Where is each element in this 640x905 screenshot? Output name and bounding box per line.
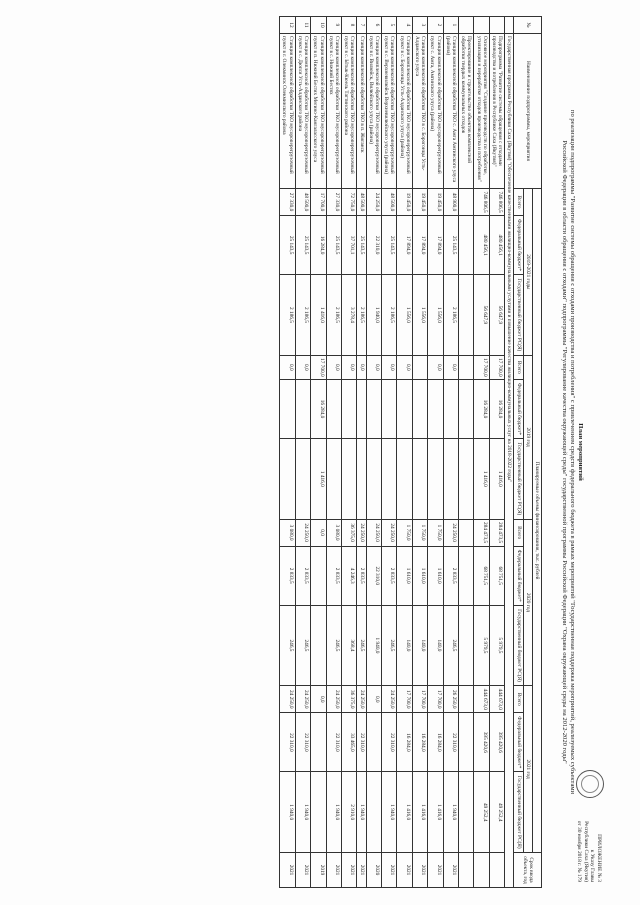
row-value: 25 143,5 (280, 216, 295, 275)
row-value: 480 456,1 (489, 216, 504, 275)
row-value (489, 853, 504, 888)
row-value: 2 186,5 (326, 275, 341, 355)
row-value (458, 546, 473, 605)
row-name: Основное мероприятия "Создание производств по обработке, утилизации и переработке отходов производства и потребления" (474, 34, 489, 189)
row-value: 284 473,5 (474, 519, 489, 546)
row-value (357, 439, 366, 519)
col-total: Всего (514, 686, 523, 713)
row-value: 284 473,5 (489, 519, 504, 546)
row-value: 4 246,3 (341, 546, 356, 605)
row-value: 3 278,4 (341, 275, 356, 355)
row-value: 19 450,0 (412, 189, 427, 216)
row-value (458, 216, 473, 275)
row-value: 1 940,0 (295, 772, 310, 853)
row-value: 746 806,5 (489, 189, 504, 216)
col-federal: Федеральный бюджет* (514, 546, 523, 605)
row-value: 24 250,0 (295, 686, 310, 713)
row-value: 1 940,0 (443, 772, 458, 853)
table-row (412, 17, 427, 888)
row-value: 2021 (412, 853, 427, 888)
row-value: 2 833,5 (326, 546, 341, 605)
row-value: 746 806,5 (474, 189, 489, 216)
row-value (341, 439, 356, 519)
document-header (560, 32, 584, 872)
row-value (295, 439, 310, 519)
row-value: 444 673,0 (474, 686, 489, 713)
row-value (458, 853, 473, 888)
appendix-line-1: ПРИЛОЖЕНИЕ № 3 (596, 834, 602, 882)
row-value: 0,0 (443, 355, 458, 379)
row-value (412, 355, 427, 379)
row-value: 2 833,5 (295, 546, 310, 605)
row-value: 49 252,4 (474, 772, 489, 853)
table-row (280, 17, 295, 888)
row-value: 246,5 (443, 605, 458, 685)
row-value (458, 713, 473, 772)
row-value: 48 500,0 (381, 189, 396, 216)
row-value: 246,5 (280, 605, 295, 685)
program-row: Государственная программа Республики Саха (Якутия) "Обеспечение качественными жилищно-коммунальными услугами и повышение качества жилищно-коммунальных услуг на 2018-2022 годы" (505, 34, 514, 888)
row-value: 27 330,0 (326, 189, 341, 216)
row-value: 17 700,0 (311, 355, 326, 379)
row-value: 0,0 (280, 355, 295, 379)
row-value (280, 380, 295, 439)
row-number: 2 (428, 17, 443, 34)
row-value: 1 940,0 (326, 772, 341, 853)
row-value: 22 310,0 (443, 713, 458, 772)
row-number (489, 17, 504, 34)
row-value: 1 940,0 (366, 605, 381, 685)
row-value: 2 833,5 (357, 546, 366, 605)
row-value: 3 080,0 (280, 519, 295, 546)
row-value: 246,5 (357, 605, 366, 685)
row-value: 2021 (280, 853, 295, 888)
row-value: 1 750,0 (412, 519, 427, 546)
row-value (458, 439, 473, 519)
row-value: 1 416,0 (311, 439, 326, 519)
col-total: Всего (514, 355, 523, 379)
table-row (366, 17, 381, 888)
row-value: 16 284,0 (474, 380, 489, 439)
row-value: 22 310,0 (381, 713, 396, 772)
row-value: 0,0 (326, 355, 341, 379)
row-number: 11 (295, 17, 310, 34)
row-value: 16 284,0 (311, 216, 326, 275)
row-name: Проектирование и строительство объектов комплексной обработки твердых коммунальных отходов (458, 34, 473, 189)
row-number (474, 17, 489, 34)
row-value: 22 310,0 (357, 713, 366, 772)
row-value (458, 380, 473, 439)
col-2019: 2019 год (523, 355, 532, 519)
row-name: Подпрограмма "Развитие системы обращения с отходами производства и потребления в Республике Саха (Якутия)" (489, 34, 504, 189)
table-body (280, 17, 514, 888)
row-value: 2019 (311, 853, 326, 888)
row-value (381, 380, 396, 439)
row-value: 2021 (428, 853, 443, 888)
table-row (326, 17, 341, 888)
row-value: 1 940,0 (357, 772, 366, 853)
plan-table (279, 16, 542, 888)
row-value: 2 186,5 (381, 275, 396, 355)
col-republic: Государственный бюджет РС(Я) (514, 772, 523, 853)
col-republic: Государственный бюджет РС(Я) (514, 275, 523, 355)
row-value: 0,0 (311, 686, 326, 713)
table-row (357, 17, 366, 888)
document-subtitle-1: по реализации подпрограммы "Развитие системы обращения с отходами производства и потребления" с привлечением средств федерального бюджета в рамках мероприятий "Государственная поддержка мероприятий, реализуемых субъектами (569, 109, 576, 795)
row-value: 2021 (341, 853, 356, 888)
row-value: 2021 (357, 853, 366, 888)
row-value (412, 439, 427, 519)
row-value: 68 751,5 (474, 546, 489, 605)
row-value: 0,0 (311, 519, 326, 546)
appendix-line-3: Республики Саха (Якутия) (582, 821, 589, 882)
row-value: 48 500,0 (295, 189, 310, 216)
row-value: 246,5 (295, 605, 310, 685)
row-value: 1 416,0 (489, 439, 504, 519)
row-number: 10 (311, 17, 326, 34)
row-value: 1 416,0 (397, 772, 412, 853)
row-value: 2 186,5 (280, 275, 295, 355)
row-value: 17 700,0 (397, 686, 412, 713)
row-value: 16 284,0 (489, 380, 504, 439)
row-value: 17 700,0 (489, 355, 504, 379)
row-value: 1 750,0 (397, 519, 412, 546)
row-value: 5 979,5 (474, 605, 489, 685)
table-row (341, 17, 356, 888)
row-value: 0,0 (357, 355, 366, 379)
row-value: 2021 (397, 853, 412, 888)
table-row (381, 17, 396, 888)
row-value (474, 853, 489, 888)
col-total: Всего (514, 519, 523, 546)
table-row (489, 17, 504, 888)
row-value: 48 900,0 (443, 189, 458, 216)
table-row (295, 17, 310, 888)
row-value: 22 310,0 (295, 713, 310, 772)
row-value (366, 713, 381, 772)
row-value: 395 420,6 (489, 713, 504, 772)
row-number: 6 (366, 17, 381, 34)
col-federal: Федеральный бюджет* (514, 380, 523, 439)
row-value (366, 380, 381, 439)
row-value: 17 700,0 (311, 189, 326, 216)
row-value: 16 284,0 (412, 713, 427, 772)
row-value: 368,4 (341, 605, 356, 685)
row-name: Станция комплексной обработки ТКО в с. Борогонцы Усть-Алданского улуса (412, 34, 427, 189)
row-number: 4 (397, 17, 412, 34)
row-name: Станция комплексной обработки ТКО мусороперегрузочный пункт в п. Нижний Бестях Мегино-Кангаласского улуса (311, 34, 326, 189)
col-republic: Государственный бюджет РС(Я) (514, 605, 523, 685)
row-value: 48 500,0 (357, 189, 366, 216)
row-value: 27 330,0 (280, 189, 295, 216)
row-name: Станция комплексной обработки ТКО мусороперегрузочный пункт в с. Борогонцы Усть-Алданского улуса (района) (397, 34, 412, 189)
row-number: 5 (381, 17, 396, 34)
row-value: 56 647,9 (474, 275, 489, 355)
row-value: 25 143,5 (326, 216, 341, 275)
row-value: 24 250,0 (326, 686, 341, 713)
row-value: 1 610,0 (397, 546, 412, 605)
row-value: 444 673,0 (489, 686, 504, 713)
row-value: 0,0 (366, 686, 381, 713)
row-value: 2021 (443, 853, 458, 888)
row-value (341, 380, 356, 439)
row-value: 24 250,0 (381, 519, 396, 546)
col-deadline: Срок ввода объекта, год (514, 853, 542, 888)
row-value (311, 605, 326, 685)
row-value (397, 439, 412, 519)
row-value: 0,0 (295, 355, 310, 379)
appendix-line-4: от 30 ноября 2018 г. № 179 (576, 820, 583, 882)
col-federal: Федеральный бюджет* (514, 713, 523, 772)
row-value: 24 250,0 (381, 686, 396, 713)
row-value (366, 439, 381, 519)
row-value: 17 894,0 (428, 216, 443, 275)
row-name: Станция комплексной обработки ТКО мусороперегрузочный пункт в с. Верхневилюйск Верхневилюйского улуса (района) (381, 34, 396, 189)
row-value (458, 686, 473, 713)
col-2020: 2020 год (523, 519, 532, 686)
row-value (458, 189, 473, 216)
row-value: 246,5 (326, 605, 341, 685)
row-value: 22 310,0 (366, 216, 381, 275)
row-value: 68 751,5 (489, 546, 504, 605)
row-value (397, 380, 412, 439)
row-value: 1 940,0 (381, 772, 396, 853)
row-value (311, 713, 326, 772)
document-title: План мероприятий (577, 423, 584, 481)
row-value (458, 519, 473, 546)
row-value: 22 310,0 (326, 713, 341, 772)
row-value: 72 750,0 (341, 189, 356, 216)
row-value: 140,0 (412, 605, 427, 685)
row-value: 140,0 (428, 605, 443, 685)
row-number: 9 (326, 17, 341, 34)
table-row (397, 17, 412, 888)
row-value: 2020 (366, 853, 381, 888)
row-value (311, 546, 326, 605)
row-value: 49 252,4 (489, 772, 504, 853)
row-value (357, 380, 366, 439)
row-value (428, 380, 443, 439)
row-value: 17 894,0 (412, 216, 427, 275)
row-name: Станция комплексной обработки ТКО мусороперегрузочный пункт в с. Ытык-Кюель Таттинского района (341, 34, 356, 189)
row-value: 16 284,0 (428, 713, 443, 772)
row-value: 1 416,0 (412, 772, 427, 853)
row-value (381, 439, 396, 519)
row-value (443, 380, 458, 439)
row-value: 26 250,0 (443, 686, 458, 713)
row-name: Станция комплексной обработки ТКО в п. Жиганск (357, 34, 366, 189)
row-value: 2021 (381, 853, 396, 888)
row-value: 1 610,0 (412, 546, 427, 605)
row-value (428, 439, 443, 519)
row-value: 56 647,9 (489, 275, 504, 355)
row-value: 1 940,0 (366, 275, 381, 355)
row-value: 1 416,0 (428, 772, 443, 853)
row-value: 24 250,0 (366, 519, 381, 546)
row-name: Станция комплексной обработки ТКО мусороперегрузочный пункт в с. Нижний Бестях (326, 34, 341, 189)
row-value: 1 416,0 (311, 275, 326, 355)
row-value (443, 439, 458, 519)
col-name: Наименование подпрограммы, мероприятия (514, 34, 542, 189)
row-name: Станция комплексной обработки ТКО мусороперегрузочный пункт в г. Вилюйск, Вилюйского улуса (района) (366, 34, 381, 189)
row-value: 1 940,0 (280, 772, 295, 853)
row-name: Станция комплексной обработки ТКО мусороперегрузочный пункт в г. Олекминск Олекминского района (280, 34, 295, 189)
row-value: 480 456,1 (474, 216, 489, 275)
row-value: 16 284,0 (397, 713, 412, 772)
row-value (311, 772, 326, 853)
row-value: 37 701,1 (341, 216, 356, 275)
table-row (474, 17, 489, 888)
row-value: 16 284,0 (311, 380, 326, 439)
row-value: 19 450,0 (397, 189, 412, 216)
row-value: 2 833,5 (381, 546, 396, 605)
row-value (458, 355, 473, 379)
row-value: 24 250,0 (357, 686, 366, 713)
row-value: 0,0 (366, 355, 381, 379)
row-number: 3 (412, 17, 427, 34)
row-number: 8 (341, 17, 356, 34)
row-value: 25 143,5 (381, 216, 396, 275)
row-value: 2021 (326, 853, 341, 888)
col-federal: Федеральный бюджет* (514, 216, 523, 275)
table-row (428, 17, 443, 888)
table-row (443, 17, 458, 888)
col-2021: 2021 год (523, 686, 532, 853)
row-value: 2021 (295, 853, 310, 888)
table-row (311, 17, 326, 888)
row-value: 1 556,0 (412, 275, 427, 355)
row-value: 17 700,0 (474, 355, 489, 379)
row-value: 2 910,0 (341, 772, 356, 853)
col-planned: Планируемые объемы финансирования, тыс. рублей (532, 189, 541, 853)
row-value (280, 439, 295, 519)
row-value (458, 772, 473, 853)
row-value (295, 380, 310, 439)
row-value: 17 894,0 (397, 216, 412, 275)
row-name: Станция комплексной обработки ТКО мусороперегрузочный пункт в с. Дюпся Усть-Алданского района (295, 34, 310, 189)
row-number: 1 (443, 17, 458, 34)
row-value: 24 250,0 (443, 519, 458, 546)
row-value: 17 700,0 (428, 686, 443, 713)
row-value (412, 380, 427, 439)
row-value: 1 556,0 (397, 275, 412, 355)
row-value: 24 250,0 (357, 519, 366, 546)
row-value: 17 700,0 (412, 686, 427, 713)
row-value: 1 610,0 (428, 546, 443, 605)
col-total-period: 2019-2021 годы (523, 189, 532, 356)
appendix-line-2: к Указу Главы (589, 849, 596, 882)
row-value: 1 556,0 (428, 275, 443, 355)
row-value: 19 450,0 (428, 189, 443, 216)
row-value: 36 375,0 (341, 519, 356, 546)
row-value: 5 979,5 (489, 605, 504, 685)
row-value: 140,0 (397, 605, 412, 685)
row-value (366, 772, 381, 853)
row-value: 25 143,5 (357, 216, 366, 275)
row-value: 3 080,0 (326, 519, 341, 546)
row-value (326, 439, 341, 519)
row-value: 0,0 (341, 355, 356, 379)
row-value: 24 250,0 (366, 189, 381, 216)
row-name: Станция комплексной обработки ТКО мусороперегрузочный пункт с. Амга, Амгинского улуса (района) (428, 34, 443, 189)
row-value (326, 380, 341, 439)
rotated-document (122, 14, 602, 894)
col-total: Всего (514, 189, 523, 216)
row-value: 2 186,5 (295, 275, 310, 355)
row-value: 246,5 (381, 605, 396, 685)
row-value: 25 143,5 (295, 216, 310, 275)
row-value: 36 375,0 (341, 686, 356, 713)
row-number: 7 (357, 17, 366, 34)
row-value: 0,0 (428, 355, 443, 379)
row-value: 33 465,0 (341, 713, 356, 772)
row-value: 2 833,5 (280, 546, 295, 605)
row-value: 0,0 (397, 355, 412, 379)
document-subtitle-2: Российской Федерации в области обращения с отходами" подпрограммы "Регулирование качества окружающей среды" государственной программы Российской Федерации "Охрана окружающей среды на 2012-2020 годы" (561, 140, 568, 764)
row-value: 22 310,0 (366, 546, 381, 605)
row-value: 2 186,5 (443, 275, 458, 355)
row-value: 24 250,0 (280, 686, 295, 713)
row-name: Станция комплексной обработки ТКО с. Амга Амгинского улуса (района) (443, 34, 458, 189)
row-value (458, 605, 473, 685)
row-value: 1 416,0 (474, 439, 489, 519)
row-value: 25 143,5 (443, 216, 458, 275)
row-value: 24 250,0 (295, 519, 310, 546)
row-value: 2 186,5 (357, 275, 366, 355)
row-value: 0,0 (381, 355, 396, 379)
row-value: 22 310,0 (280, 713, 295, 772)
row-value: 1 750,0 (428, 519, 443, 546)
col-republic: Государственный бюджет РС(Я) (514, 439, 523, 519)
row-value (458, 275, 473, 355)
row-value: 395 420,6 (474, 713, 489, 772)
row-value: 2 833,5 (443, 546, 458, 605)
row-number: 12 (280, 17, 295, 34)
col-num: № (514, 17, 542, 34)
table-row (458, 17, 473, 888)
row-number (458, 17, 473, 34)
